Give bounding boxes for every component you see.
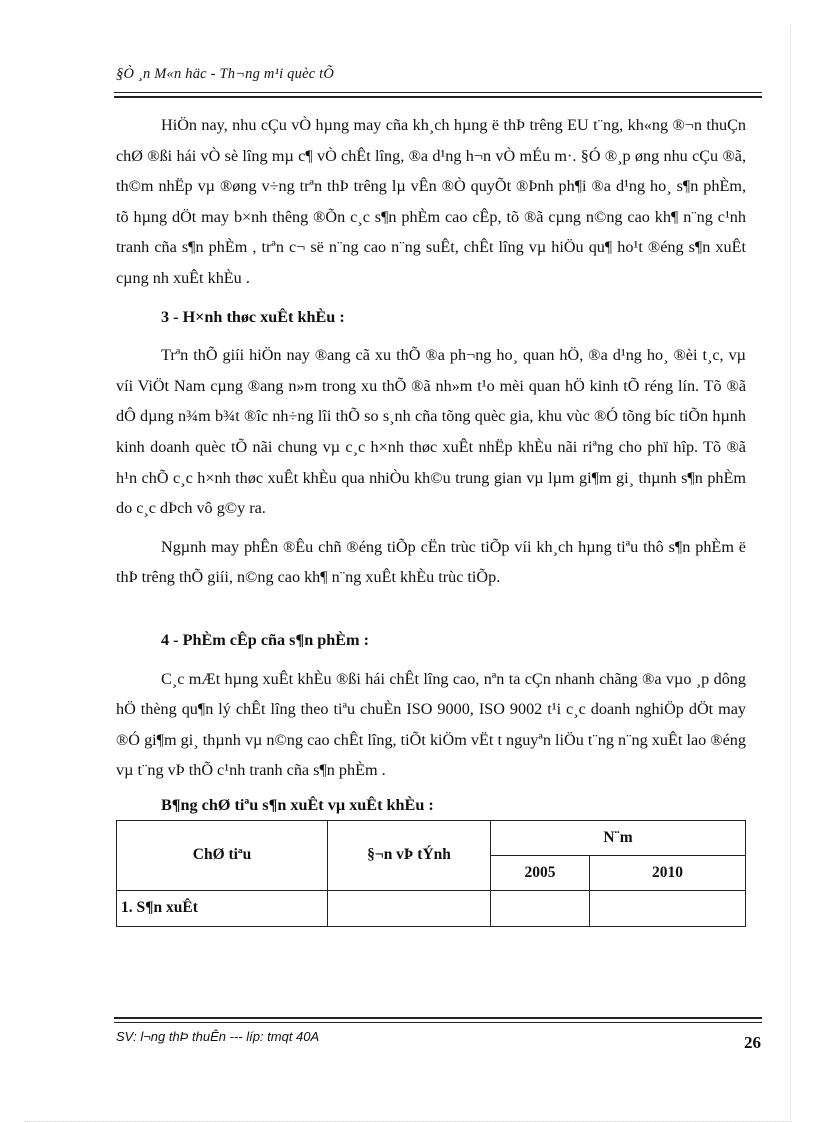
page-number: 26 [744, 1033, 761, 1052]
table-row [117, 890, 746, 926]
header-rule-thick [114, 96, 762, 98]
page-edge-bottom [24, 1121, 792, 1122]
body-content [116, 110, 746, 927]
header-year-group: N¨m [491, 820, 746, 855]
paragraph-demand: HiÖn nay, nhu cÇu vÒ hµng may cña kh¸ch hµng ë thÞ trêng EU t¨ng, kh«ng ®¬n thuÇn chØ ®ßi hái vÒ sè lîng mµ c¶ vÒ chÊt lîng, ®a d¹ng h¬n vÒ mÉu m·. §Ó ®¸p øng nhu cÇu ®ã, th©m nhËp vµ ®øng v÷ng trªn thÞ trêng lµ vÊn ®Ò quyÕt ®Þnh ph¶i ®a d¹ng ho¸ s¶n phÈm, tõ hµng dÖt may b×nh thêng ®Õn c¸c s¶n phÈm cao cÊp, tõ ®ã cµng n©ng cao kh¶ n¨ng c¹nh tranh cña s¶n phÈm , trªn c¬ së n¨ng cao n¨ng suÊt, chÊt lîng vµ hiÖu qu¶ ho¹t ®éng s¶n xuÊt cµng nh xuÊt khÈu . [116, 116, 746, 287]
header-rule-thin [114, 92, 762, 93]
header-indicator: ChØ tiªu [117, 820, 328, 890]
table-caption: B¶ng chØ tiªu s¶n xuÊt vµ xuÊt khÈu : [161, 795, 434, 814]
row-label-production: 1. S¶n xuÊt [117, 890, 328, 926]
running-header: §Ò ¸n M«n häc - Th¬ng m¹i quèc tÕ [116, 66, 335, 82]
cell-empty [590, 890, 746, 926]
heading-product-quality: 4 - PhÈm cÊp cña s¶n phÈm : [161, 630, 369, 649]
header-year-2010: 2010 [590, 855, 746, 890]
paragraph-product-quality: C¸c mÆt hµng xuÊt khÈu ®ßi hái chÊt lîng cao, nªn ta cÇn nhanh chãng ®a vµo ¸p dông hÖ thèng qu¶n lý chÊt lîng theo tiªu chuÈn ISO 9000, ISO 9002 t¹i c¸c doanh nghiÖp dÖt may ®Ó gi¶m gi¸ thµnh vµ n©ng cao chÊt lîng, tiÕt kiÖm vËt t nguyªn liÖu t¨ng n¨ng xuÊt lao ®éng vµ t¨ng vÞ thÕ c¹nh tranh cña s¶n phÈm . [116, 669, 746, 780]
indicator-table [116, 820, 746, 927]
heading-export-forms: 3 - H×nh thøc xuÊt khÈu : [161, 307, 345, 326]
paragraph-export-forms: Trªn thÕ giíi hiÖn nay ®ang cã xu thÕ ®a ph¬ng ho¸ quan hÖ, ®a d¹ng ho¸ ®èi t¸c, vµ víi ViÖt Nam cµng ®ang n»m trong xu thÕ ®ã nh»m t¹o mèi quan hÖ kinh tÕ réng lín. Tõ ®ã dÔ dµng n¾m b¾t ®îc nh÷ng lîi thÕ so s¸nh cña tõng quèc gia, khu vùc ®Ó tõng bíc tiÕn hµnh kinh doanh quèc tÕ nãi chung vµ c¸c h×nh thøc xuÊt nhËp khÈu nãi riªng cho phï hîp. Tõ ®ã h¹n chÕ c¸c h×nh thøc xuÊt khÈu qua nhiÒu kh©u trung gian vµ lµm gi¶m gi¸ thµnh s¶n phÈm do c¸c dÞch vô g©y ra. [116, 346, 746, 518]
footer-rule-thick [114, 1017, 762, 1019]
cell-empty [328, 890, 491, 926]
header-unit: §¬n vÞ tÝnh [328, 820, 491, 890]
footer-student-info: SV: l¬ng thÞ thuÊn --- líp: tmqt 40A [116, 1029, 320, 1044]
cell-empty [491, 890, 590, 926]
footer-rule-thin [114, 1022, 762, 1023]
paragraph-direct-export: Ngµnh may phÊn ®Êu chñ ®éng tiÕp cËn trùc tiÕp víi kh¸ch hµng tiªu thô s¶n phÈm ë thÞ trêng thÕ giíi, n©ng cao kh¶ n¨ng xuÊt khÈu trùc tiÕp. [116, 537, 746, 587]
page-edge-right [790, 24, 791, 1120]
header-year-2005: 2005 [491, 855, 590, 890]
